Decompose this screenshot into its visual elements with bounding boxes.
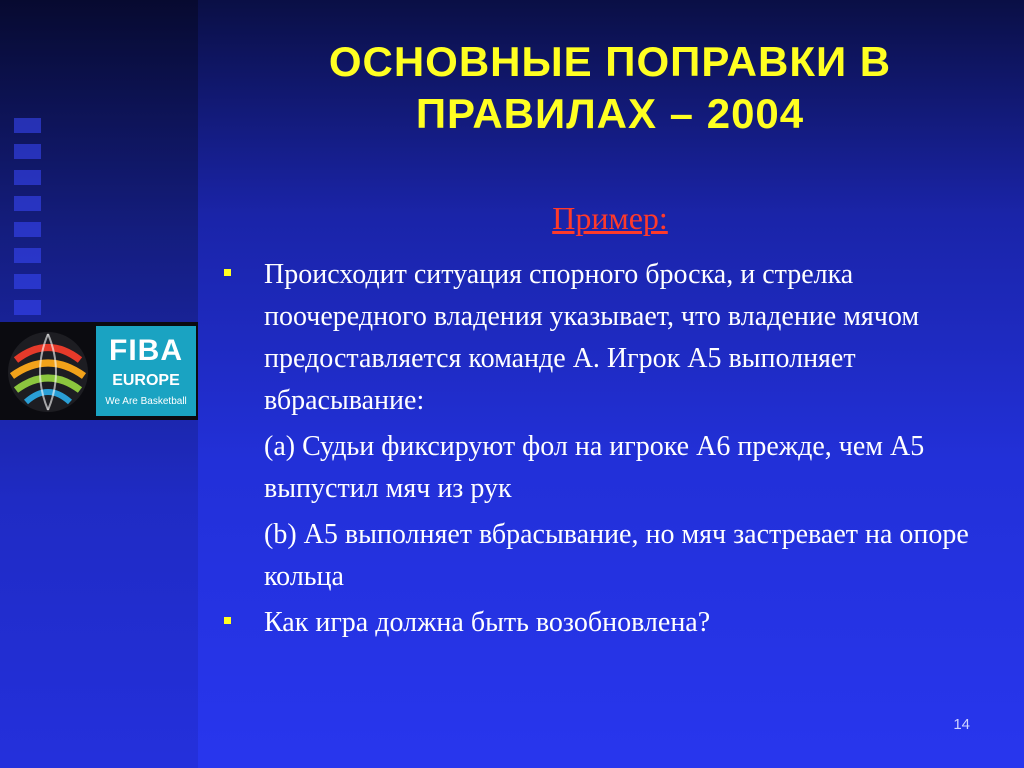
left-decorative-band — [0, 0, 198, 768]
decorative-square — [14, 300, 41, 315]
slide-title: ОСНОВНЫЕ ПОПРАВКИ В ПРАВИЛАХ – 2004 — [328, 38, 892, 137]
sub-item: (a) Судьи фиксируют фол на игроке А6 прежде, чем А5 выпустил мяч из рук — [264, 431, 925, 504]
decorative-square — [14, 144, 41, 159]
basketball-icon — [6, 330, 90, 414]
decorative-square — [14, 248, 41, 263]
decorative-square — [14, 118, 41, 133]
bullet-square-icon — [224, 617, 231, 624]
page-number: 14 — [953, 716, 970, 733]
fiba-europe-logo — [0, 322, 198, 420]
sub-item: (b) А5 выполняет вбрасывание, но мяч застревает на опоре кольца — [264, 519, 969, 592]
bullet-text: Как игра должна быть возобновлена? — [264, 607, 711, 638]
bullet-item — [224, 254, 994, 422]
decorative-square — [14, 222, 41, 237]
logo-text-panel — [96, 326, 196, 416]
slide-content — [224, 254, 994, 644]
bullet-square-icon — [224, 269, 231, 276]
logo-tagline: We Are Basketball — [105, 396, 187, 407]
decorative-square — [14, 274, 41, 289]
decorative-square — [14, 170, 41, 185]
logo-name: FIBA — [109, 334, 183, 367]
slide-subheading: Пример: — [552, 200, 668, 236]
bullet-text: Происходит ситуация спорного броска, и стрелка поочередного владения указывает, что владение мячом предоставляется команде А. Игрок А5 выполняет вбрасывание: — [264, 259, 920, 416]
decorative-square — [14, 196, 41, 211]
bullet-item — [224, 602, 994, 644]
decorative-squares — [14, 118, 42, 326]
logo-region: EUROPE — [112, 372, 180, 389]
